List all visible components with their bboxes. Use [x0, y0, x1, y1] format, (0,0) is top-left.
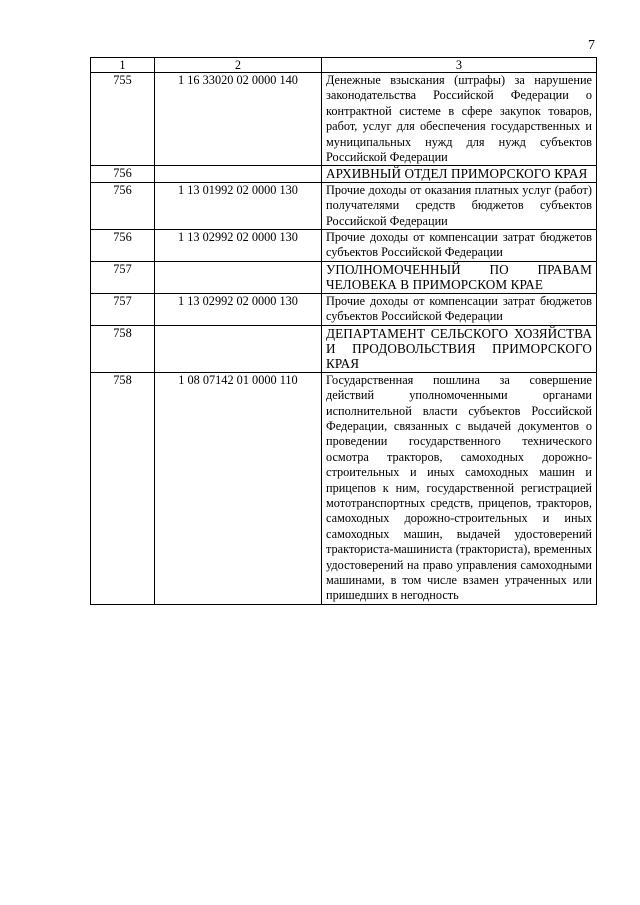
admin-code-cell: 757: [91, 293, 155, 325]
page-number: 7: [588, 38, 595, 53]
table-row: [91, 372, 597, 604]
table-row: [91, 73, 597, 166]
table-row: [91, 166, 597, 182]
admin-code-cell: 756: [91, 230, 155, 262]
revenue-code-cell: 1 13 01992 02 0000 130: [155, 182, 322, 229]
admin-code-cell: 756: [91, 166, 155, 182]
column-header-2: 2: [155, 58, 322, 73]
revenue-code-cell: [155, 325, 322, 372]
admin-code-cell: 756: [91, 182, 155, 229]
table-row: [91, 261, 597, 293]
table-header-row: [91, 58, 597, 73]
revenue-code-table: [90, 57, 597, 605]
table-row: [91, 230, 597, 262]
description-cell: Государственная пошлина за совершение действий уполномоченными органами исполнительной власти субъектов Российской Федерации, связанных с выдачей документов о проведении государственного технического осмотра тракторов, самоходных дорожно-строительных и иных самоходных машин и прицепов к ним, государственной регистрацией мототранспортных средств, прицепов, тракторов, самоходных дорожно-строительных и иных самоходных машин, выдачей удостоверений тракториста-машиниста (тракториста), временных удостоверений на право управления самоходными машинами, в том числе взамен утраченных или пришедших в негодность: [322, 372, 597, 604]
organization-name-cell: УПОЛНОМОЧЕННЫЙ ПО ПРАВАМ ЧЕЛОВЕКА В ПРИМОРСКОМ КРАЕ: [322, 261, 597, 293]
organization-name-cell: АРХИВНЫЙ ОТДЕЛ ПРИМОРСКОГО КРАЯ: [322, 166, 597, 182]
admin-code-cell: 755: [91, 73, 155, 166]
revenue-code-cell: 1 08 07142 01 0000 110: [155, 372, 322, 604]
revenue-code-cell: 1 13 02992 02 0000 130: [155, 293, 322, 325]
table-row: [91, 293, 597, 325]
table-row: [91, 182, 597, 229]
organization-name-cell: ДЕПАРТАМЕНТ СЕЛЬСКОГО ХОЗЯЙСТВА И ПРОДОВОЛЬСТВИЯ ПРИМОРСКОГО КРАЯ: [322, 325, 597, 372]
description-cell: Прочие доходы от компенсации затрат бюджетов субъектов Российской Федерации: [322, 293, 597, 325]
description-cell: Прочие доходы от оказания платных услуг (работ) получателями средств бюджетов субъектов Российской Федерации: [322, 182, 597, 229]
description-cell: Прочие доходы от компенсации затрат бюджетов субъектов Российской Федерации: [322, 230, 597, 262]
admin-code-cell: 758: [91, 372, 155, 604]
table-body: [91, 73, 597, 605]
revenue-code-cell: [155, 261, 322, 293]
column-header-3: 3: [322, 58, 597, 73]
revenue-code-cell: 1 16 33020 02 0000 140: [155, 73, 322, 166]
description-cell: Денежные взыскания (штрафы) за нарушение законодательства Российской Федерации о контрактной системе в сфере закупок товаров, работ, услуг для обеспечения государственных и муниципальных нужд для нужд субъектов Российской Федерации: [322, 73, 597, 166]
revenue-code-cell: [155, 166, 322, 182]
column-header-1: 1: [91, 58, 155, 73]
admin-code-cell: 758: [91, 325, 155, 372]
revenue-code-cell: 1 13 02992 02 0000 130: [155, 230, 322, 262]
admin-code-cell: 757: [91, 261, 155, 293]
table-row: [91, 325, 597, 372]
